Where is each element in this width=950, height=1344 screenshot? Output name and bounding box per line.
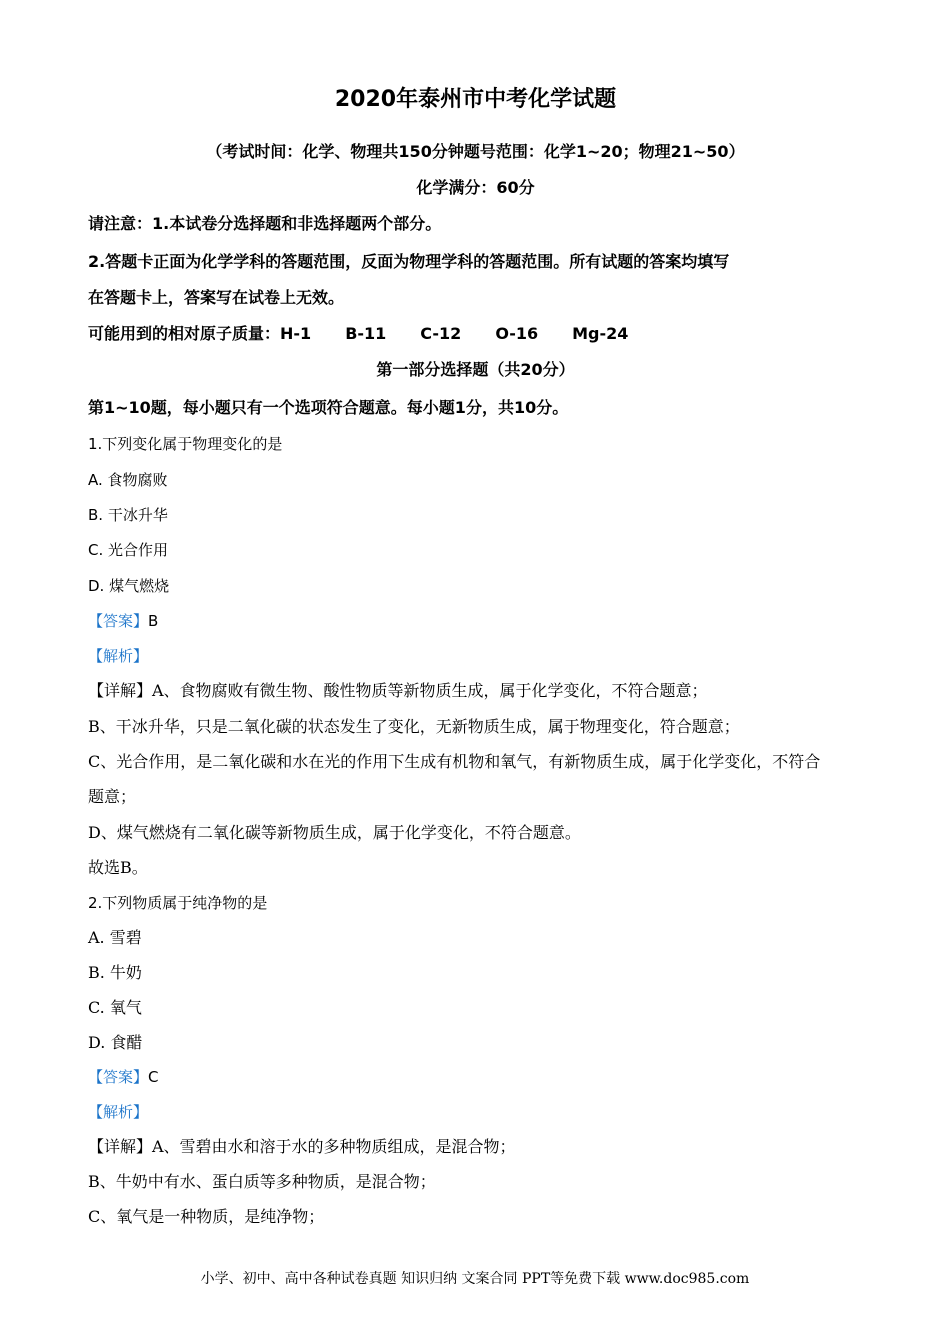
q1-answer: [88, 611, 158, 631]
q2-option-a: A. 雪碧: [88, 928, 142, 947]
note-2-line-1: 2.答题卡正面为化学学科的答题范围，反面为物理学科的答题范围。所有试题的答案均填写: [88, 252, 730, 271]
q1-detail-6: 故选B。: [88, 858, 148, 877]
section-instruction: 第1~10题，每小题只有一个选项符合题意。每小题1分，共10分。: [88, 398, 569, 417]
atomic-mass-line: [88, 324, 628, 344]
q1-detail-4: 题意；: [88, 787, 137, 806]
q1-detail-5: D、煤气燃烧有二氧化碳等新物质生成，属于化学变化，不符合题意。: [88, 823, 581, 842]
q1-detail-3: C、光合作用，是二氧化碳和水在光的作用下生成有机物和氧气，有新物质生成，属于化学变化，不符合: [88, 752, 821, 771]
q1-stem: 1.下列变化属于物理变化的是: [88, 435, 283, 453]
q2-option-c: C. 氧气: [88, 998, 142, 1017]
q1-option-a: A. 食物腐败: [88, 471, 168, 489]
q2-answer-tag: 【答案】: [88, 1068, 149, 1086]
q1-option-b: B. 干冰升华: [88, 506, 168, 524]
q2-answer-value: C: [148, 1068, 159, 1086]
note-2-line-2: 在答题卡上，答案写在试卷上无效。: [88, 288, 345, 307]
q2-option-b: B. 牛奶: [88, 963, 142, 982]
atomic-mass-h: H-1: [280, 324, 312, 343]
atomic-mass-mg: Mg-24: [572, 324, 629, 343]
q2-answer: [88, 1067, 159, 1087]
q1-answer-tag: 【答案】: [88, 612, 149, 630]
q1-option-d: D. 煤气燃烧: [88, 577, 170, 595]
atomic-mass-b: B-11: [345, 324, 387, 343]
atomic-mass-c: C-12: [420, 324, 462, 343]
q1-detail-2: B、干冰升华，只是二氧化碳的状态发生了变化，无新物质生成，属于物理变化，符合题意；: [88, 717, 740, 736]
q1-option-c: C. 光合作用: [88, 541, 169, 559]
full-score: 化学满分：60分: [416, 178, 535, 197]
exam-info: （考试时间：化学、物理共150分钟题号范围：化学1~20；物理21~50）: [206, 142, 745, 161]
q2-stem: 2.下列物质属于纯净物的是: [88, 894, 268, 912]
q2-detail-1: 【详解】A、雪碧由水和溶于水的多种物质组成，是混合物；: [88, 1137, 516, 1156]
document-title: 2020年泰州市中考化学试题: [334, 87, 617, 112]
atomic-mass-label: 可能用到的相对原子质量：: [88, 324, 281, 343]
q2-analysis-tag: 【解析】: [88, 1103, 149, 1121]
note-1: 请注意：1.本试卷分选择题和非选择题两个部分。: [88, 214, 442, 233]
q2-detail-2: B、牛奶中有水、蛋白质等多种物质，是混合物；: [88, 1172, 436, 1191]
q2-option-d: D. 食醋: [88, 1033, 143, 1052]
q1-detail-1: 【详解】A、食物腐败有微生物、酸性物质等新物质生成，属于化学变化，不符合题意；: [88, 681, 708, 700]
q2-detail-3: C、氧气是一种物质，是纯净物；: [88, 1207, 325, 1226]
q1-analysis-tag: 【解析】: [88, 647, 149, 665]
q1-answer-value: B: [148, 612, 159, 630]
page-footer: 小学、初中、高中各种试卷真题 知识归纳 文案合同 PPT等免费下载 www.doc985.com: [200, 1271, 750, 1287]
section-title: 第一部分选择题（共20分）: [376, 360, 575, 379]
atomic-mass-o: O-16: [495, 324, 539, 343]
